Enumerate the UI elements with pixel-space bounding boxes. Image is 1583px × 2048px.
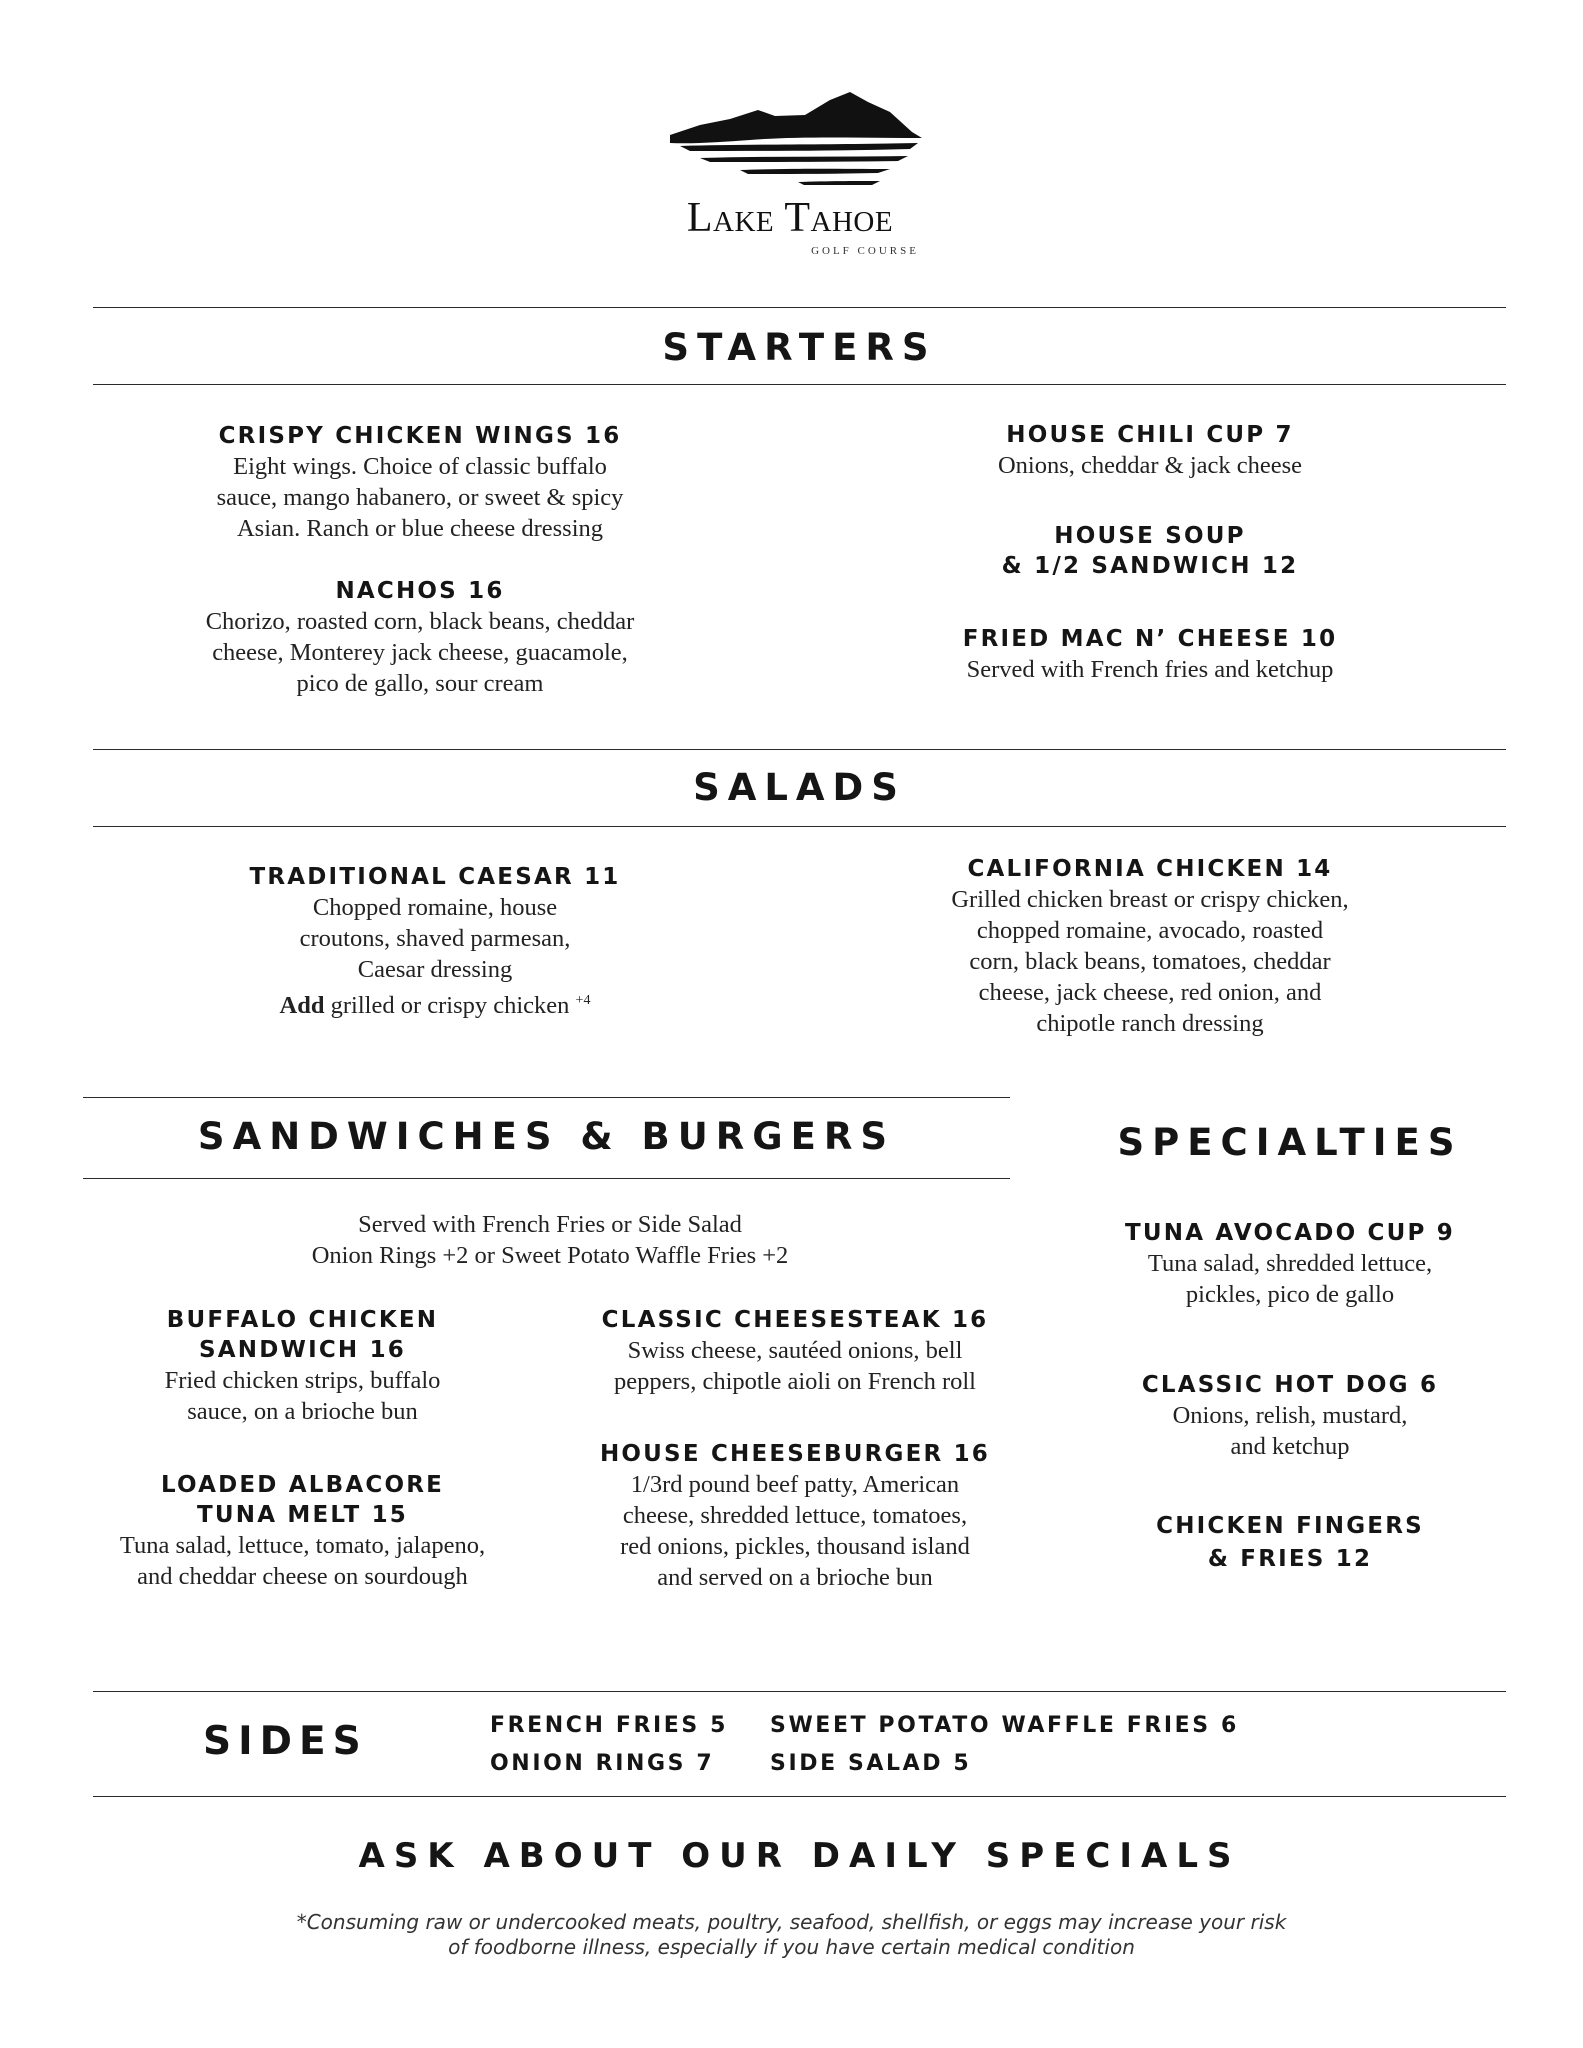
item-description: Chorizo, roasted corn, black beans, cheddar cheese, Monterey jack cheese, guacamole, pico de gallo, sour cream	[205, 608, 635, 697]
item-description: Grilled chicken breast or crispy chicken, chopped romaine, avocado, roasted corn, black beans, tomatoes, cheddar cheese, jack cheese, red onion, and chipotle ranch dressing	[951, 886, 1349, 1037]
item-description: Tuna salad, lettuce, tomato, jalapeno, and cheddar cheese on sourdough	[119, 1532, 486, 1590]
item-name: CLASSIC HOT DOG 6	[1141, 1372, 1439, 1398]
item-name: HOUSE CHEESEBURGER 16	[599, 1441, 991, 1467]
sandwich-serving-note: Served with French Fries or Side Salad Onion Rings +2 or Sweet Potato Waffle Fries +2	[311, 1211, 789, 1269]
menu-item-mac	[880, 624, 1420, 685]
divider	[93, 384, 1506, 385]
menu-item-nachos	[160, 576, 680, 699]
item-name: HOUSE CHILI CUP 7	[1006, 422, 1294, 448]
item-name: TRADITIONAL CAESAR 11	[249, 864, 621, 890]
side-item-waffle-fries: SWEET POTATO WAFFLE FRIES 6	[770, 1713, 1239, 1738]
side-item-side-salad: SIDE SALAD 5	[770, 1751, 972, 1776]
divider	[83, 1178, 1010, 1179]
item-name: CLASSIC CHEESESTEAK 16	[601, 1307, 989, 1333]
divider	[93, 749, 1506, 750]
item-description: Onions, cheddar & jack cheese	[997, 452, 1303, 479]
menu-item-chicken-fingers	[1100, 1510, 1480, 1576]
section-title-sides: SIDES	[203, 1719, 368, 1764]
menu-item-cheeseburger	[580, 1439, 1010, 1593]
menu-item-tuna-cup	[1100, 1218, 1480, 1310]
menu-item-california	[880, 854, 1420, 1039]
item-description: 1/3rd pound beef patty, American cheese, shredded lettuce, tomatoes, red onions, pickles, thousand island and served on a brioche bun	[620, 1471, 970, 1591]
mountain-lake-logo-icon	[640, 88, 940, 188]
item-name: CALIFORNIA CHICKEN 14	[967, 856, 1333, 882]
item-name: NACHOS 16	[335, 578, 505, 604]
logo	[640, 88, 940, 263]
item-description: Served with French fries and ketchup	[966, 656, 1334, 683]
daily-specials-banner: ASK ABOUT OUR DAILY SPECIALS	[358, 1836, 1241, 1876]
section-title-specialties: SPECIALTIES	[1117, 1121, 1463, 1164]
menu-item-buffalo-chicken	[100, 1305, 505, 1427]
item-name: FRIED MAC N’ CHEESE 10	[962, 626, 1338, 652]
add-on-line: Add grilled or crispy chicken $^{+4}$	[279, 992, 591, 1020]
section-title-salads: SALADS	[693, 766, 906, 809]
item-description: Fried chicken strips, buffalo sauce, on a brioche bun	[164, 1367, 441, 1425]
menu-item-soup	[880, 521, 1420, 581]
item-name: BUFFALO CHICKEN SANDWICH 16	[166, 1307, 439, 1363]
item-description: Swiss cheese, sautéed onions, bell peppers, chipotle aioli on French roll	[614, 1337, 976, 1395]
divider	[93, 826, 1506, 827]
divider	[93, 1691, 1506, 1692]
item-description: Tuna salad, shredded lettuce, pickles, pico de gallo	[1147, 1250, 1433, 1308]
item-name: HOUSE SOUP & 1/2 SANDWICH 12	[1001, 523, 1299, 579]
logo-name: Lake Tahoe	[686, 195, 894, 241]
side-item-onion-rings: ONION RINGS 7	[490, 1751, 715, 1776]
item-description: Eight wings. Choice of classic buffalo sauce, mango habanero, or sweet & spicy Asian. Ranch or blue cheese dressing	[216, 453, 624, 542]
section-title-sandwiches: SANDWICHES & BURGERS	[197, 1115, 896, 1158]
food-safety-disclaimer: *Consuming raw or undercooked meats, poultry, seafood, shellfish, or eggs may increase your risk of foodborne illness, especially if you have certain medical condition	[296, 1910, 1287, 1959]
item-name: CHICKEN FINGERS & FRIES 12	[1156, 1513, 1424, 1572]
divider	[93, 307, 1506, 308]
menu-item-hot-dog	[1100, 1370, 1480, 1462]
menu-item-cheesesteak	[580, 1305, 1010, 1397]
item-name: TUNA AVOCADO CUP 9	[1125, 1220, 1455, 1246]
item-description: Chopped romaine, house croutons, shaved parmesan, Caesar dressing Add grilled or crispy chicken $^{+4}$	[185, 892, 685, 1021]
menu-item-wings	[160, 421, 680, 544]
side-item-french-fries: FRENCH FRIES 5	[490, 1713, 729, 1738]
menu-item-chili	[880, 420, 1420, 481]
section-title-starters: STARTERS	[662, 326, 937, 369]
menu-item-tuna-melt	[90, 1470, 515, 1592]
logo-subtitle: GOLF COURSE	[811, 245, 919, 257]
divider	[83, 1097, 1010, 1098]
divider	[93, 1796, 1506, 1797]
item-name: CRISPY CHICKEN WINGS 16	[218, 423, 622, 449]
item-description: Onions, relish, mustard, and ketchup	[1172, 1402, 1408, 1460]
menu-item-caesar	[185, 862, 685, 1021]
item-name: LOADED ALBACORE TUNA MELT 15	[160, 1472, 445, 1528]
